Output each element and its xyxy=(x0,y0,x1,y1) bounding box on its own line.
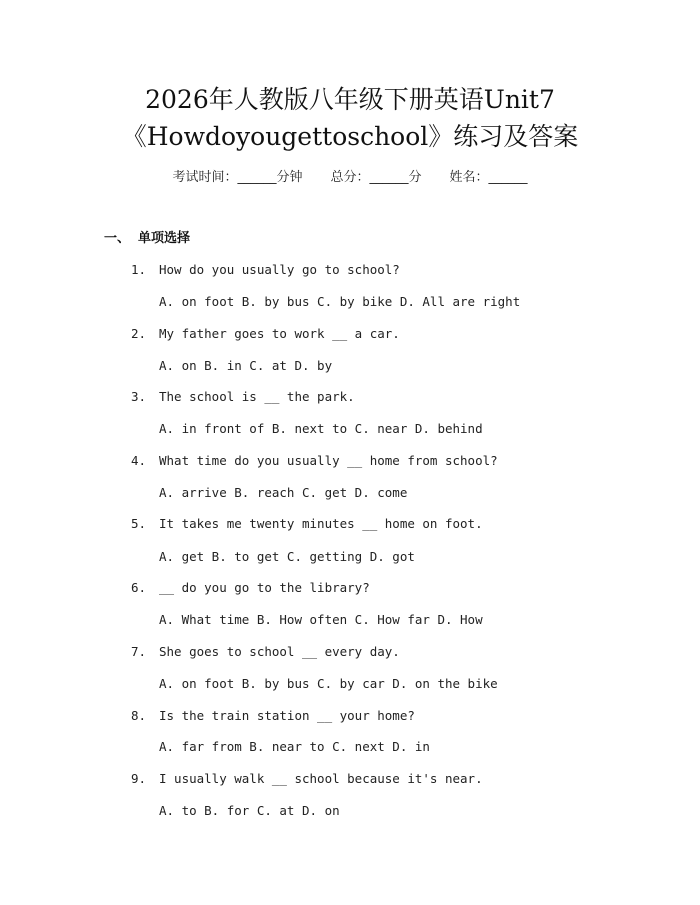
question-text: How do you usually go to school? xyxy=(159,262,400,277)
question-item xyxy=(131,261,400,279)
question-options: A. in front of B. next to C. near D. behind xyxy=(159,421,483,436)
question-number: 1. xyxy=(131,262,147,277)
question-item xyxy=(131,707,415,725)
section-number: 一、 xyxy=(104,231,131,246)
document-title-line-2: 《Howdoyougettoschool》练习及答案 xyxy=(121,122,579,151)
question-text: She goes to school __ every day. xyxy=(159,644,400,659)
question-text: The school is __ the park. xyxy=(159,389,355,404)
question-number: 3. xyxy=(131,389,147,404)
question-number: 4. xyxy=(131,453,147,468)
question-number: 9. xyxy=(131,771,147,786)
question-text: I usually walk __ school because it's near. xyxy=(159,771,483,786)
question-number: 6. xyxy=(131,580,147,595)
exam-time-field: 考试时间：______分钟 xyxy=(172,170,303,185)
question-number: 2. xyxy=(131,326,147,341)
question-item xyxy=(131,452,498,470)
exam-meta-line xyxy=(0,168,700,188)
question-text: It takes me twenty minutes __ home on foot. xyxy=(159,516,483,531)
question-item xyxy=(131,579,370,597)
question-text: My father goes to work __ a car. xyxy=(159,326,400,341)
section-heading xyxy=(104,229,190,249)
question-options: A. arrive B. reach C. get D. come xyxy=(159,485,408,500)
question-item xyxy=(131,643,400,661)
section-title: 单项选择 xyxy=(138,231,191,246)
question-number: 7. xyxy=(131,644,147,659)
total-score-field: 总分：______分 xyxy=(330,170,422,185)
question-item xyxy=(131,325,400,343)
question-number: 5. xyxy=(131,516,147,531)
question-options: A. on B. in C. at D. by xyxy=(159,358,333,373)
question-options: A. on foot B. by bus C. by bike D. All are right xyxy=(159,294,521,309)
question-options: A. on foot B. by bus C. by car D. on the bike xyxy=(159,676,498,691)
question-text: __ do you go to the library? xyxy=(159,580,370,595)
question-options: A. far from B. near to C. next D. in xyxy=(159,739,430,754)
question-options: A. What time B. How often C. How far D. How xyxy=(159,612,483,627)
question-text: Is the train station __ your home? xyxy=(159,708,415,723)
question-options: A. get B. to get C. getting D. got xyxy=(159,549,415,564)
student-name-field: 姓名：______ xyxy=(449,170,528,185)
question-item xyxy=(131,770,483,788)
question-item xyxy=(131,388,355,406)
question-item xyxy=(131,515,483,533)
question-text: What time do you usually __ home from school? xyxy=(159,453,498,468)
document-title-line-1: 2026年人教版八年级下册英语Unit7 xyxy=(145,85,555,114)
question-number: 8. xyxy=(131,708,147,723)
question-options: A. to B. for C. at D. on xyxy=(159,803,340,818)
